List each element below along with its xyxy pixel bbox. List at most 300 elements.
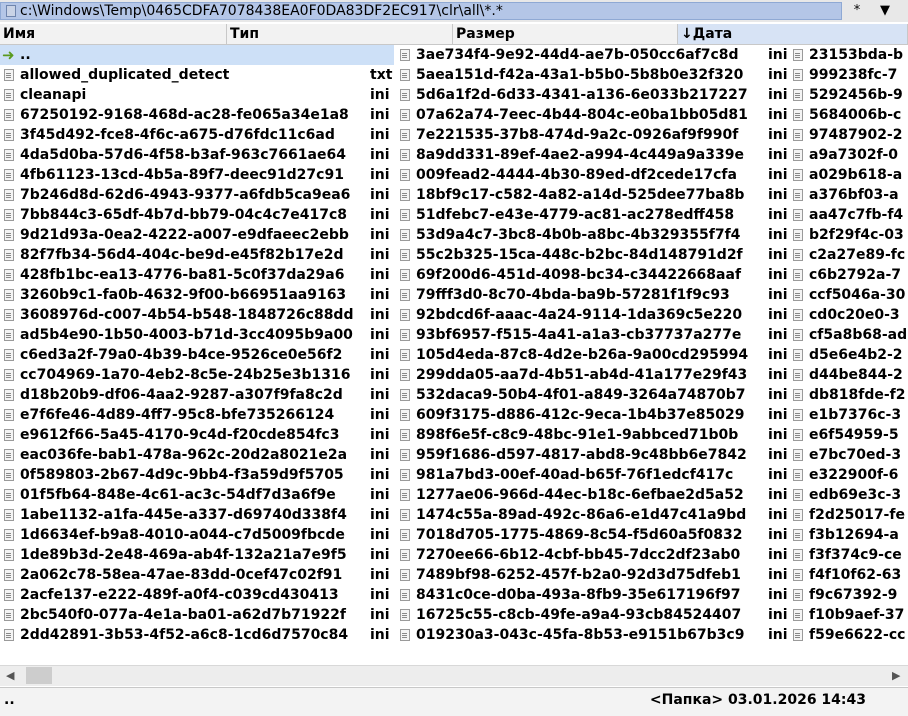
- file-extension: ini: [768, 567, 788, 583]
- list-item[interactable]: [396, 265, 786, 285]
- column-header: [0, 24, 908, 45]
- file-icon: [793, 289, 803, 301]
- file-icon: [4, 469, 14, 481]
- file-name: 5aea151d-f42a-43a1-b5b0-5b8b0e32f320: [416, 67, 744, 83]
- list-item[interactable]: [789, 325, 908, 345]
- file-extension: ini: [768, 627, 788, 643]
- file-extension: ini: [768, 87, 788, 103]
- list-item[interactable]: [0, 365, 394, 385]
- file-name: cleanapi: [20, 87, 87, 103]
- scroll-left-icon[interactable]: ◀: [6, 669, 15, 682]
- file-icon: [793, 549, 803, 561]
- file-list[interactable]: [0, 45, 908, 665]
- file-extension: ini: [768, 427, 788, 443]
- list-item[interactable]: [789, 485, 908, 505]
- file-extension: ini: [370, 507, 390, 523]
- column-size-header[interactable]: Размер: [453, 24, 678, 44]
- path-bar: [0, 0, 908, 22]
- status-selected-name: ..: [4, 692, 15, 708]
- file-icon: [793, 329, 803, 341]
- file-icon: [4, 209, 14, 221]
- list-item[interactable]: [0, 105, 394, 125]
- file-icon: [4, 409, 14, 421]
- file-extension: ini: [768, 447, 788, 463]
- file-name: 3260b9c1-fa0b-4632-9f00-b66951aa9163: [20, 287, 347, 303]
- file-icon: [4, 229, 14, 241]
- list-item[interactable]: [789, 65, 908, 85]
- list-item[interactable]: [789, 505, 908, 525]
- file-extension: ini: [370, 227, 390, 243]
- file-extension: ini: [370, 327, 390, 343]
- list-item[interactable]: [396, 305, 786, 325]
- list-item[interactable]: [789, 525, 908, 545]
- file-icon: [793, 209, 803, 221]
- file-extension: ini: [370, 307, 390, 323]
- file-name: d44be844-2: [809, 367, 903, 383]
- file-extension: ini: [768, 407, 788, 423]
- file-name: c2a27e89-fc: [809, 247, 906, 263]
- file-icon: [793, 469, 803, 481]
- file-name: 7018d705-1775-4869-8c54-f5d60a5f0832: [416, 527, 743, 543]
- file-icon: [400, 609, 410, 621]
- file-name: 7e221535-37b8-474d-9a2c-0926af9f990f: [416, 127, 739, 143]
- file-icon: [793, 569, 803, 581]
- list-item[interactable]: [789, 125, 908, 145]
- file-icon: [400, 509, 410, 521]
- file-extension: txt: [370, 67, 393, 83]
- file-icon: [793, 249, 803, 261]
- file-name: f2d25017-fe: [809, 507, 905, 523]
- list-item[interactable]: [0, 345, 394, 365]
- file-icon: [793, 89, 803, 101]
- list-item[interactable]: [0, 605, 394, 625]
- file-name: 2dd42891-3b53-4f52-a6c8-1cd6d7570c84: [20, 627, 349, 643]
- file-name: d18b20b9-df06-4aa2-9287-a307f9fa8c2d: [20, 387, 343, 403]
- file-extension: ini: [370, 387, 390, 403]
- file-icon: [400, 429, 410, 441]
- file-name: eac036fe-bab1-478a-962c-20d2a8021e2a: [20, 447, 348, 463]
- file-name: 1277ae06-966d-44ec-b18c-6efbae2d5a52: [416, 487, 744, 503]
- filter-star-button[interactable]: *: [853, 3, 861, 18]
- file-name: 428fb1bc-ea13-4776-ba81-5c0f37da29a6: [20, 267, 345, 283]
- file-name: ..: [20, 47, 31, 63]
- list-item[interactable]: [789, 345, 908, 365]
- status-details: <Папка> 03.01.2026 14:43: [649, 692, 866, 708]
- file-icon: [793, 609, 803, 621]
- file-extension: ini: [370, 607, 390, 623]
- file-extension: ini: [768, 67, 788, 83]
- list-item[interactable]: [396, 365, 786, 385]
- list-item[interactable]: [396, 625, 786, 645]
- file-extension: ini: [370, 427, 390, 443]
- file-name: 16725c55-c8cb-49fe-a9a4-93cb84524407: [416, 607, 742, 623]
- list-item[interactable]: [789, 245, 908, 265]
- list-item[interactable]: [396, 405, 786, 425]
- file-name: 299dda05-aa7d-4b51-ab4d-41a177e29f43: [416, 367, 748, 383]
- file-icon: [400, 549, 410, 561]
- file-icon: [793, 109, 803, 121]
- list-item[interactable]: [396, 465, 786, 485]
- file-icon: [4, 509, 14, 521]
- list-item[interactable]: [789, 305, 908, 325]
- file-icon: [400, 629, 410, 641]
- file-name: f3f374c9-ce: [809, 547, 902, 563]
- file-icon: [4, 529, 14, 541]
- list-item[interactable]: [396, 245, 786, 265]
- file-name: ad5b4e90-1b50-4003-b71d-3cc4095b9a00: [20, 327, 353, 343]
- file-extension: ini: [768, 287, 788, 303]
- history-dropdown-button[interactable]: ▼: [880, 3, 890, 18]
- list-item[interactable]: [789, 165, 908, 185]
- list-item[interactable]: [789, 585, 908, 605]
- file-extension: ini: [768, 187, 788, 203]
- list-item[interactable]: [789, 185, 908, 205]
- list-item[interactable]: [789, 105, 908, 125]
- file-extension: ini: [768, 587, 788, 603]
- file-extension: ini: [768, 327, 788, 343]
- file-name: cf5a8b68-ad: [809, 327, 908, 343]
- file-icon: [400, 469, 410, 481]
- file-icon: [4, 149, 14, 161]
- file-name: 7b246d8d-62d6-4943-9377-a6fdb5ca9ea6: [20, 187, 351, 203]
- file-icon: [4, 249, 14, 261]
- file-name: 0f589803-2b67-4d9c-9bb4-f3a59d9f5705: [20, 467, 344, 483]
- file-name: f3b12694-a: [809, 527, 899, 543]
- file-icon: [4, 549, 14, 561]
- file-extension: ini: [370, 107, 390, 123]
- file-name: edb69e3c-3: [809, 487, 902, 503]
- scroll-right-icon[interactable]: ▶: [892, 669, 901, 682]
- list-item[interactable]: [0, 165, 394, 185]
- list-item[interactable]: [789, 45, 908, 65]
- file-name: f10b9aef-37: [809, 607, 905, 623]
- file-icon: [400, 449, 410, 461]
- file-name: 93bf6957-f515-4a41-a1a3-cb37737a277e: [416, 327, 742, 343]
- column-date-label: Дата: [692, 26, 733, 42]
- file-name: 1d6634ef-b9a8-4010-a044-c7d5009fbcde: [20, 527, 345, 543]
- list-item[interactable]: [396, 345, 786, 365]
- file-name: a9a7302f-0: [809, 147, 898, 163]
- file-name: 959f1686-d597-4817-abd8-9c48bb6e7842: [416, 447, 747, 463]
- file-icon: [400, 349, 410, 361]
- file-name: 532daca9-50b4-4f01-a849-3264a74870b7: [416, 387, 746, 403]
- file-name: 1474c55a-89ad-492c-86a6-e1d47c41a9bd: [416, 507, 747, 523]
- column-name-header[interactable]: Имя: [0, 24, 227, 44]
- file-name: 4da5d0ba-57d6-4f58-b3af-963c7661ae64: [20, 147, 346, 163]
- file-icon: [793, 449, 803, 461]
- file-icon: [4, 589, 14, 601]
- file-icon: [4, 269, 14, 281]
- list-item[interactable]: [789, 145, 908, 165]
- list-item[interactable]: [396, 65, 786, 85]
- list-item[interactable]: [396, 165, 786, 185]
- file-name: 82f7fb34-56d4-404c-be9d-e45f82b17e2d: [20, 247, 344, 263]
- list-item[interactable]: [0, 485, 394, 505]
- file-name: 51dfebc7-e43e-4779-ac81-ac278edff458: [416, 207, 735, 223]
- file-icon: [400, 249, 410, 261]
- file-icon: [400, 529, 410, 541]
- status-bar: [0, 687, 908, 716]
- list-item[interactable]: [789, 465, 908, 485]
- list-item[interactable]: [0, 85, 394, 105]
- file-icon: [400, 89, 410, 101]
- file-icon: [793, 629, 803, 641]
- file-icon: [793, 589, 803, 601]
- list-item[interactable]: [0, 305, 394, 325]
- list-item[interactable]: [396, 45, 786, 65]
- file-icon: [4, 489, 14, 501]
- file-icon: [793, 69, 803, 81]
- list-item[interactable]: [789, 605, 908, 625]
- file-name: c6ed3a2f-79a0-4b39-b4ce-9526ce0e56f2: [20, 347, 343, 363]
- file-name: 2a062c78-58ea-47ae-83dd-0cef47c02f91: [20, 567, 343, 583]
- list-item[interactable]: [0, 65, 394, 85]
- list-item[interactable]: [396, 445, 786, 465]
- file-extension: ini: [768, 547, 788, 563]
- list-item[interactable]: [396, 585, 786, 605]
- list-item[interactable]: [396, 485, 786, 505]
- file-extension: ini: [370, 147, 390, 163]
- file-icon: [400, 389, 410, 401]
- file-icon: [4, 129, 14, 141]
- file-name: 7270ee66-6b12-4cbf-bb45-7dcc2df23ab0: [416, 547, 741, 563]
- list-item[interactable]: [0, 385, 394, 405]
- list-item[interactable]: [0, 585, 394, 605]
- file-extension: ini: [768, 227, 788, 243]
- file-icon: [400, 589, 410, 601]
- path-field[interactable]: [0, 2, 842, 20]
- file-icon: [4, 569, 14, 581]
- file-icon: [400, 489, 410, 501]
- file-icon: [4, 169, 14, 181]
- file-name: 3608976d-c007-4b54-b548-1848726c88dd: [20, 307, 354, 323]
- file-extension: ini: [768, 307, 788, 323]
- file-name: 8a9dd331-89ef-4ae2-a994-4c449a9a339e: [416, 147, 744, 163]
- file-name: 3ae734f4-9e92-44d4-ae7b-050cc6af7c8d: [416, 47, 739, 63]
- file-name: e322900f-6: [809, 467, 899, 483]
- list-item[interactable]: [396, 145, 786, 165]
- file-name: 5292456b-9: [809, 87, 903, 103]
- file-icon: [4, 369, 14, 381]
- file-extension: ini: [370, 407, 390, 423]
- file-icon: [400, 289, 410, 301]
- file-extension: ini: [370, 567, 390, 583]
- file-icon: [793, 129, 803, 141]
- list-item[interactable]: [0, 205, 394, 225]
- file-extension: ini: [768, 607, 788, 623]
- list-item[interactable]: [0, 185, 394, 205]
- list-item[interactable]: [789, 285, 908, 305]
- list-item[interactable]: [396, 385, 786, 405]
- list-item[interactable]: [789, 425, 908, 445]
- file-name: 999238fc-7: [809, 67, 898, 83]
- list-item[interactable]: [0, 625, 394, 645]
- file-icon: [793, 489, 803, 501]
- list-item[interactable]: [789, 85, 908, 105]
- list-item[interactable]: [396, 565, 786, 585]
- file-name: a029b618-a: [809, 167, 903, 183]
- file-icon: [793, 529, 803, 541]
- file-icon: [793, 309, 803, 321]
- file-extension: ini: [768, 367, 788, 383]
- list-item[interactable]: [0, 265, 394, 285]
- file-icon: [793, 229, 803, 241]
- file-name: 2acfe137-e222-489f-a0f4-c039cd430413: [20, 587, 339, 603]
- file-extension: ini: [768, 167, 788, 183]
- list-item[interactable]: [396, 105, 786, 125]
- file-extension: ini: [370, 87, 390, 103]
- list-item[interactable]: [0, 525, 394, 545]
- list-item[interactable]: [0, 405, 394, 425]
- horizontal-scrollbar[interactable]: [0, 665, 908, 686]
- list-item[interactable]: [0, 45, 394, 65]
- file-icon: [400, 369, 410, 381]
- file-extension: ini: [768, 267, 788, 283]
- list-item[interactable]: [0, 505, 394, 525]
- file-icon: [4, 89, 14, 101]
- list-item[interactable]: [396, 225, 786, 245]
- list-item[interactable]: [789, 565, 908, 585]
- file-name: 5d6a1f2d-6d33-4341-a136-6e033b217227: [416, 87, 748, 103]
- file-icon: [4, 629, 14, 641]
- list-item[interactable]: [0, 125, 394, 145]
- list-item[interactable]: [789, 625, 908, 645]
- file-icon: [400, 209, 410, 221]
- file-name: 69f200d6-451d-4098-bc34-c34422668aaf: [416, 267, 742, 283]
- list-item[interactable]: [0, 445, 394, 465]
- list-item[interactable]: [789, 445, 908, 465]
- list-item[interactable]: [396, 185, 786, 205]
- list-item[interactable]: [789, 545, 908, 565]
- list-item[interactable]: [396, 605, 786, 625]
- file-icon: [400, 269, 410, 281]
- file-name: 53d9a4c7-3bc8-4b0b-a8bc-4b329355f7f4: [416, 227, 741, 243]
- list-item[interactable]: [789, 405, 908, 425]
- file-extension: ini: [768, 47, 788, 63]
- list-item[interactable]: [789, 265, 908, 285]
- file-icon: [400, 149, 410, 161]
- list-item[interactable]: [396, 425, 786, 445]
- file-name: 7489bf98-6252-457f-b2a0-92d3d75dfeb1: [416, 567, 741, 583]
- file-icon: [793, 369, 803, 381]
- file-icon: [4, 289, 14, 301]
- file-name: 9d21d93a-0ea2-4222-a007-e9dfaeec2ebb: [20, 227, 349, 243]
- scrollbar-thumb[interactable]: [26, 667, 52, 684]
- file-extension: ini: [370, 247, 390, 263]
- list-item[interactable]: [396, 325, 786, 345]
- file-extension: ini: [768, 347, 788, 363]
- file-icon: [793, 389, 803, 401]
- file-icon: [793, 269, 803, 281]
- list-item[interactable]: [0, 285, 394, 305]
- file-name: 18bf9c17-c582-4a82-a14d-525dee77ba8b: [416, 187, 745, 203]
- file-icon: [400, 189, 410, 201]
- file-name: 1abe1132-a1fa-445e-a337-d69740d338f4: [20, 507, 347, 523]
- file-name: 23153bda-b: [809, 47, 904, 63]
- list-item[interactable]: [0, 425, 394, 445]
- file-extension: ini: [768, 107, 788, 123]
- file-extension: ini: [370, 487, 390, 503]
- list-item[interactable]: [0, 545, 394, 565]
- file-name: 4fb61123-13cd-4b5a-89f7-deec91d27c91: [20, 167, 344, 183]
- file-name: 609f3175-d886-412c-9eca-1b4b37e85029: [416, 407, 745, 423]
- file-name: e1b7376c-3: [809, 407, 902, 423]
- file-name: 981a7bd3-00ef-40ad-b65f-76f1edcf417c: [416, 467, 734, 483]
- file-name: 5684006b-c: [809, 107, 902, 123]
- file-icon: [4, 349, 14, 361]
- file-icon: [400, 169, 410, 181]
- file-name: allowed_duplicated_detect: [20, 67, 230, 83]
- file-name: 009fead2-4444-4b30-89ed-df2cede17cfa: [416, 167, 737, 183]
- file-name: 105d4eda-87c8-4d2e-b26a-9a00cd295994: [416, 347, 749, 363]
- file-extension: ini: [370, 447, 390, 463]
- file-extension: ini: [370, 267, 390, 283]
- file-name: cc704969-1a70-4eb2-8c5e-24b25e3b1316: [20, 367, 351, 383]
- list-item[interactable]: [789, 385, 908, 405]
- file-name: 7bb844c3-65df-4b7d-bb79-04c4c7e417c8: [20, 207, 348, 223]
- list-item[interactable]: [396, 545, 786, 565]
- list-item[interactable]: [0, 225, 394, 245]
- list-item[interactable]: [396, 205, 786, 225]
- file-name: f59e6622-cc: [809, 627, 906, 643]
- file-extension: ini: [370, 547, 390, 563]
- list-item[interactable]: [789, 205, 908, 225]
- file-extension: ini: [768, 127, 788, 143]
- list-item[interactable]: [0, 325, 394, 345]
- file-extension: ini: [370, 127, 390, 143]
- list-item[interactable]: [396, 285, 786, 305]
- list-item[interactable]: [396, 525, 786, 545]
- file-icon: [4, 189, 14, 201]
- list-item[interactable]: [0, 145, 394, 165]
- file-name: f9c67392-9: [809, 587, 898, 603]
- file-extension: ini: [370, 467, 390, 483]
- list-item[interactable]: [789, 365, 908, 385]
- file-icon: [4, 109, 14, 121]
- column-type-header[interactable]: Тип: [227, 24, 453, 44]
- file-icon: [400, 309, 410, 321]
- file-name: 2bc540f0-077a-4e1a-ba01-a62d7b71922f: [20, 607, 346, 623]
- file-name: cd0c20e0-3: [809, 307, 900, 323]
- file-icon: [793, 429, 803, 441]
- list-item[interactable]: [789, 225, 908, 245]
- text-file-icon: [4, 69, 14, 81]
- file-extension: ini: [768, 507, 788, 523]
- file-extension: ini: [370, 527, 390, 543]
- list-item[interactable]: [396, 125, 786, 145]
- file-name: e9612f66-5a45-4170-9c4d-f20cde854fc3: [20, 427, 340, 443]
- file-icon: [400, 569, 410, 581]
- list-item[interactable]: [396, 85, 786, 105]
- file-name: a376bf03-a: [809, 187, 899, 203]
- file-extension: ini: [768, 467, 788, 483]
- file-extension: ini: [370, 587, 390, 603]
- list-item[interactable]: [396, 505, 786, 525]
- column-date-header[interactable]: [678, 24, 908, 44]
- file-icon: [400, 229, 410, 241]
- file-name: 79fff3d0-8c70-4bda-ba9b-57281f1f9c93: [416, 287, 730, 303]
- parent-dir-arrow-icon: ➜: [2, 46, 15, 64]
- list-item[interactable]: [0, 565, 394, 585]
- file-name: 55c2b325-15ca-448c-b2bc-84d148791d2f: [416, 247, 743, 263]
- file-icon: [793, 49, 803, 61]
- file-icon: [4, 389, 14, 401]
- list-item[interactable]: [0, 245, 394, 265]
- file-name: e6f54959-5: [809, 427, 899, 443]
- file-name: ccf5046a-30: [809, 287, 906, 303]
- list-item[interactable]: [0, 465, 394, 485]
- file-icon: [400, 49, 410, 61]
